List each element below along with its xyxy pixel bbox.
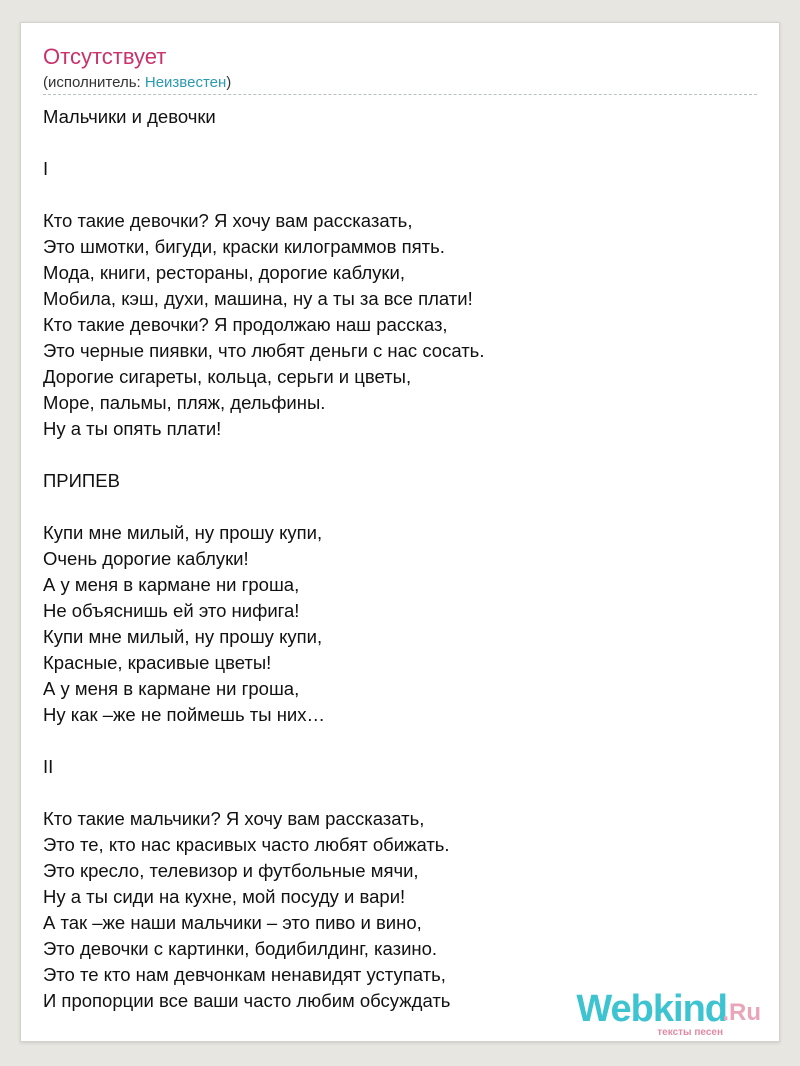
- lyric-line: II: [43, 756, 54, 777]
- lyric-blank-line: [43, 182, 743, 208]
- lyric-line: Не объяснишь ей это нифига!: [43, 600, 300, 621]
- lyric-blank-line: [43, 728, 743, 754]
- lyric-line: Купи мне милый, ну прошу купи,: [43, 522, 323, 543]
- lyric-line: Мода, книги, рестораны, дорогие каблуки,: [43, 262, 405, 283]
- lyric-blank-line: [43, 780, 743, 806]
- lyrics-body: [43, 104, 743, 1014]
- lyric-line: Это черные пиявки, что любят деньги с нас сосать.: [43, 340, 485, 361]
- lyric-line: ПРИПЕВ: [43, 470, 120, 491]
- artist-link[interactable]: Неизвестен: [144, 74, 227, 91]
- lyric-line: Море, пальмы, пляж, дельфины.: [43, 392, 326, 413]
- lyric-line: Мобила, кэш, духи, машина, ну а ты за все плати!: [43, 288, 473, 309]
- artist-suffix: ): [226, 74, 232, 91]
- lyric-line: Купи мне милый, ну прошу купи,: [43, 626, 323, 647]
- lyric-blank-line: [43, 494, 743, 520]
- lyric-line: А у меня в кармане ни гроша,: [43, 574, 300, 595]
- artist-line: [43, 73, 231, 93]
- artist-prefix: (исполнитель:: [43, 74, 145, 91]
- lyric-blank-line: [43, 130, 743, 156]
- logo-brand: Webkind: [576, 988, 727, 1030]
- lyric-line: Кто такие девочки? Я продолжаю наш рассказ,: [43, 314, 448, 335]
- lyric-line: Красные, красивые цветы!: [43, 652, 272, 673]
- lyric-line: А у меня в кармане ни гроша,: [43, 678, 300, 699]
- lyrics-page: [20, 22, 780, 1042]
- lyric-line: Кто такие девочки? Я хочу вам рассказать,: [43, 210, 413, 231]
- lyric-line: Это те кто нам девчонкам ненавидят уступать,: [43, 964, 446, 985]
- song-title: Отсутствует: [43, 44, 167, 69]
- lyric-blank-line: [43, 442, 743, 468]
- lyric-line: I: [43, 158, 49, 179]
- lyric-line: Мальчики и девочки: [43, 106, 216, 127]
- lyric-line: Ну как –же не поймешь ты них…: [43, 704, 325, 725]
- lyric-line: А так –же наши мальчики – это пиво и вино,: [43, 912, 422, 933]
- header-divider: [43, 94, 757, 95]
- logo-tagline: тексты песен: [657, 1027, 723, 1038]
- webkind-logo: [571, 989, 771, 1039]
- lyric-line: Очень дорогие каблуки!: [43, 548, 249, 569]
- lyric-line: Это шмотки, бигуди, краски килограммов пять.: [43, 236, 445, 257]
- lyric-line: Ну а ты сиди на кухне, мой посуду и вари!: [43, 886, 406, 907]
- lyric-line: Ну а ты опять плати!: [43, 418, 222, 439]
- lyric-line: Это кресло, телевизор и футбольные мячи,: [43, 860, 419, 881]
- lyric-line: Кто такие мальчики? Я хочу вам рассказать,: [43, 808, 425, 829]
- lyric-line: Это девочки с картинки, бодибилдинг, казино.: [43, 938, 438, 959]
- lyric-line: Дорогие сигареты, кольца, серьги и цветы,: [43, 366, 412, 387]
- lyric-line: Это те, кто нас красивых часто любят обижать.: [43, 834, 450, 855]
- lyric-line: И пропорции все ваши часто любим обсуждать: [43, 990, 451, 1011]
- logo-domain: .Ru: [722, 999, 761, 1026]
